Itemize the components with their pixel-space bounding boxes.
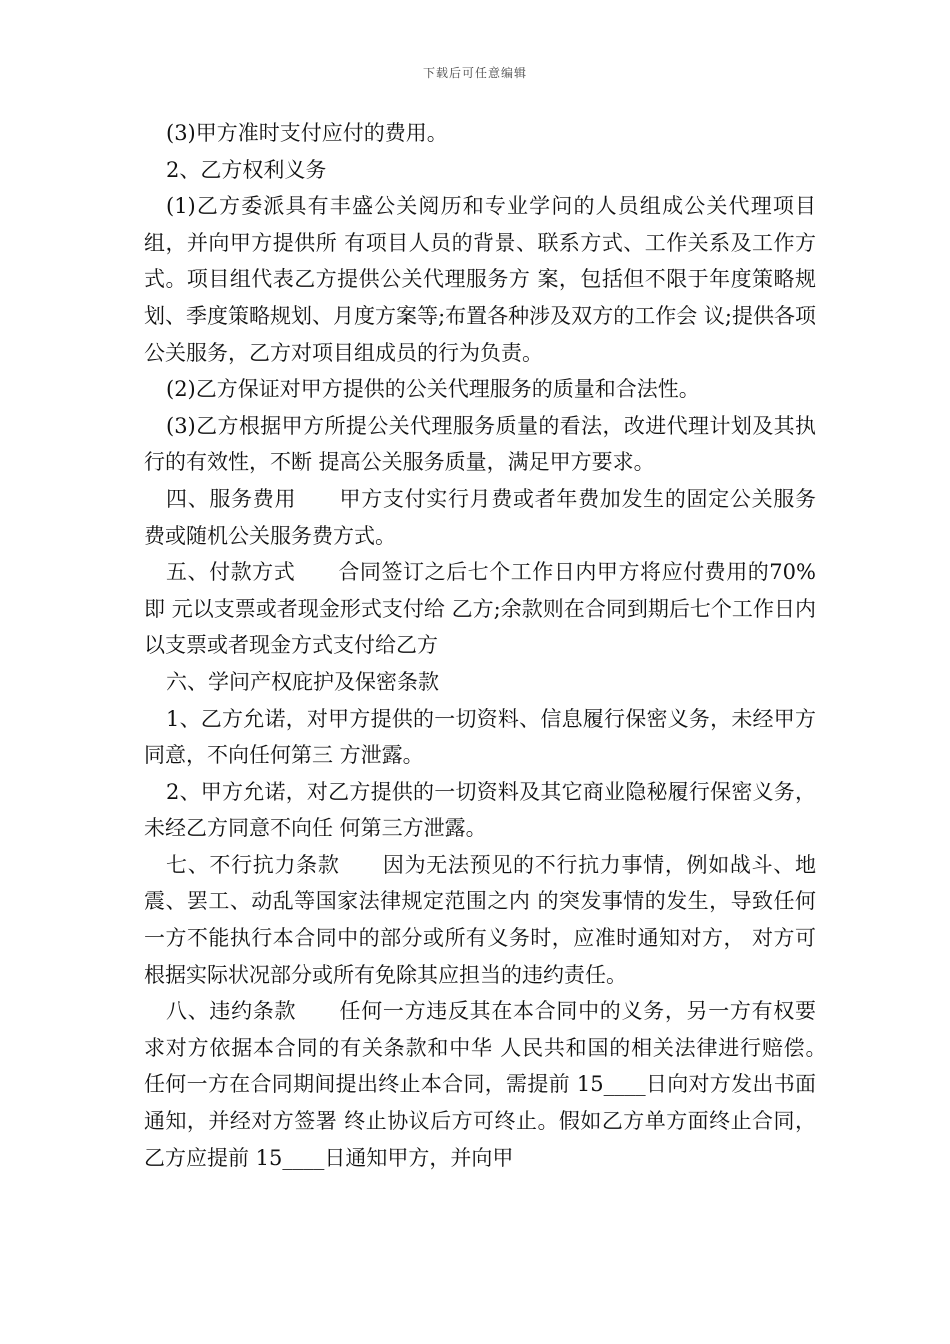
paragraph-8: 六、学问产权庇护及保密条款 [166,669,439,694]
page-header: 下载后可任意编辑 [422,66,527,80]
paragraph-12: 八、违约条款 任何一方违反其在本合同中的义务，另一方有权要求对方依据本合同的有关条款和中华 人民共和国的相关法律进行赔偿。 任何一方在合同期间提出终止本合同，需提前 15____日向对方发出书面通知，并经对方签署 终止协议后方可终止。假如乙方单方面终止合同，乙方应提前 15____日通知甲方，并向甲 [144,999,858,1170]
paragraph-4: (2)乙方保证对甲方提供的公关代理服务的质量和合法性。 [166,377,700,402]
document-body [144,115,858,1176]
paragraph-2: 2、乙方权利义务 [166,157,327,182]
paragraph-10: 2、甲方允诺，对乙方提供的一切资料及其它商业隐秘履行保密义务，未经乙方同意不向任 何第三方泄露。 [144,779,816,841]
paragraph-11: 七、不行抗力条款 因为无法预见的不行抗力事情，例如战斗、地震、罢工、动乱等国家法律规定范围之内 的突发事情的发生，导致任何一方不能执行本合同中的部分或所有义务时，应准时通知对方， 对方可根据实际状况部分或所有免除其应担当的违约责任。 [144,852,816,987]
paragraph-9: 1、乙方允诺，对甲方提供的一切资料、信息履行保密义务，未经甲方同意，不向任何第三 方泄露。 [144,706,816,768]
paragraph-3: (1)乙方委派具有丰盛公关阅历和专业学问的人员组成公关代理项目组，并向甲方提供所 有项目人员的背景、联系方式、工作关系及工作方式。项目组代表乙方提供公关代理服务方 案，包括但不限于年度策略规划、季度策略规划、月度方案等;布置各种涉及双方的工作会 议;提供各项公关服务，乙方对项目组成员的行为负责。 [144,194,816,365]
paragraph-6: 四、服务费用 甲方支付实行月费或者年费加发生的固定公关服务费或随机公关服务费方式。 [144,486,816,548]
paragraph-1: (3)甲方准时支付应付的费用。 [166,121,448,145]
paragraph-7: 五、付款方式 合同签订之后七个工作日内甲方将应付费用的70%即 元以支票或者现金形式支付给 乙方;余款则在合同到期后七个工作日内以支票或者现金方式支付给乙方 [144,560,816,658]
paragraph-5: (3)乙方根据甲方所提公关代理服务质量的看法，改进代理计划及其执行的有效性，不断 提高公关服务质量，满足甲方要求。 [144,413,816,475]
